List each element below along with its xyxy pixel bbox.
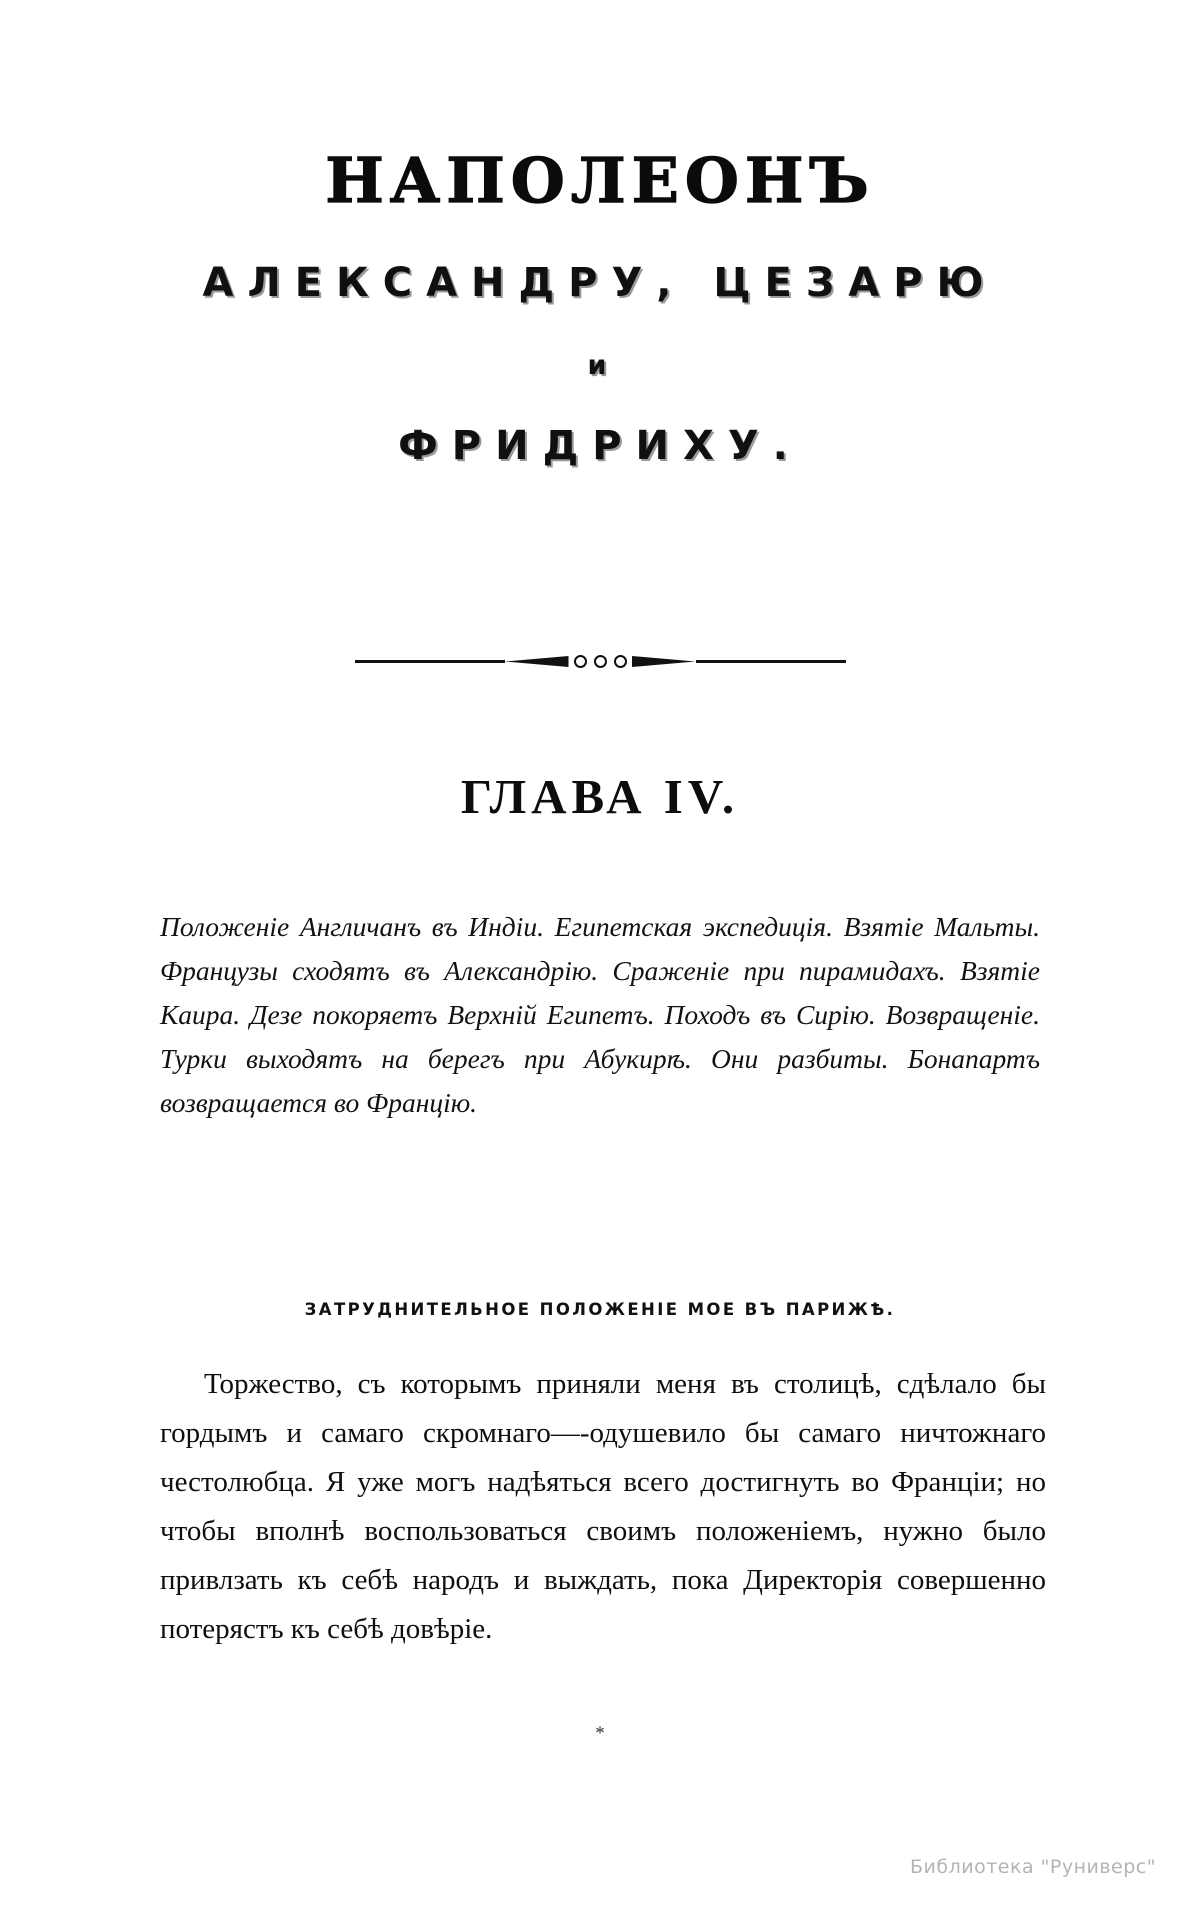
book-title-conjunction: и bbox=[587, 350, 613, 381]
chapter-synopsis-text: Положеніе Англичанъ въ Индіи. Египетская экспедиція. Взятіе Мальты. Французы сходятъ въ Александрію. Сраженіе при пирамидахъ. Взятіе Каира. Дезе покоряетъ Верхній Египетъ. Походъ въ Сирію. Возвращеніе. Турки выходятъ на берегъ при Абукирѣ. Они разбиты. Бонапартъ возвращается во Францію. bbox=[160, 911, 1047, 1118]
ornament-dot bbox=[614, 655, 627, 668]
book-title-main: НАПОЛЕОНЪ bbox=[325, 144, 875, 217]
body-paragraph: Торжество, съ которымъ приняли меня въ столицѣ, сдѣлало бы гордымъ и самаго скромнаго—-одушевило бы самаго ничтожнаго честолюбца. Я уже могъ надѣяться всего достигнуть во Франціи; но чтобы вполнѣ воспользоваться своимъ положеніемъ, нужно было привлзать къ себѣ народъ и выждать, пока Директорія совершенно потерястъ къ себѣ довѣріе. bbox=[160, 1368, 1046, 1645]
section-subheading: ЗАТРУДНИТЕЛЬНОЕ ПОЛОЖЕНІЕ МОЕ ВЪ ПАРИЖѢ. bbox=[304, 1300, 896, 1319]
ornament-dots bbox=[574, 655, 627, 668]
chapter-heading: ГЛАВА IV. bbox=[460, 769, 740, 824]
ornament-rule-left bbox=[355, 660, 505, 663]
ornament-rule-right bbox=[696, 660, 846, 663]
ornament-taper-left bbox=[505, 656, 569, 667]
ornament-taper-right bbox=[632, 656, 696, 667]
body-text bbox=[160, 1360, 1046, 1654]
footnote-marker: * bbox=[595, 1723, 605, 1744]
ornament-dot bbox=[594, 655, 607, 668]
chapter-synopsis bbox=[160, 905, 1047, 1125]
library-watermark: Библиотека "Руниверс" bbox=[910, 1856, 1156, 1878]
book-title-line3: ФРИДРИХУ. bbox=[398, 423, 802, 469]
ornament-dot bbox=[574, 655, 587, 668]
ornament-divider bbox=[0, 655, 1200, 668]
title-block bbox=[0, 144, 1200, 469]
book-title-line2: АЛЕКСАНДРУ, ЦЕЗАРЮ bbox=[202, 260, 998, 306]
